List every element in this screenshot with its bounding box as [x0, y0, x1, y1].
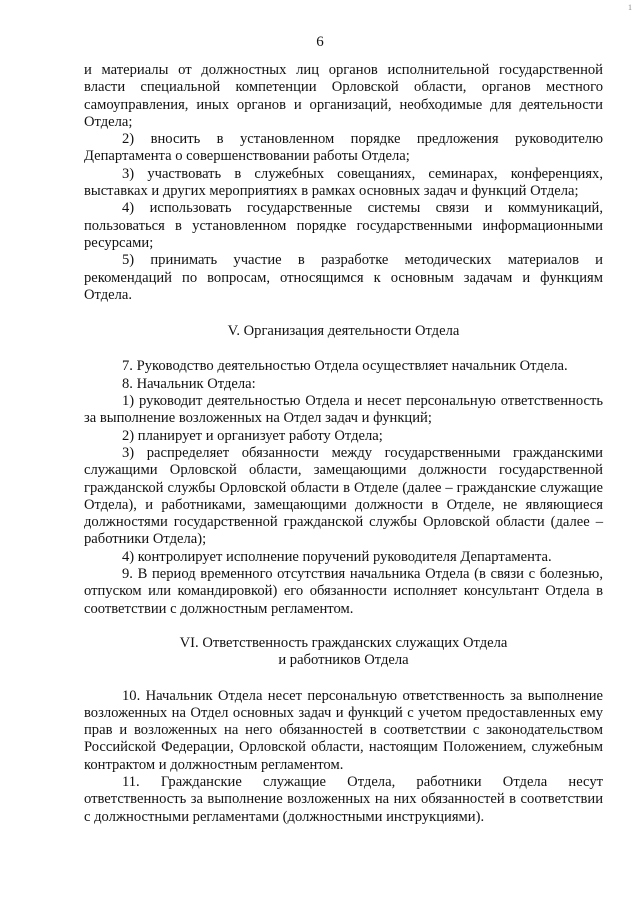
list-item: 2) планирует и организует работу Отдела; [122, 427, 383, 444]
section-heading-vi-line1: VI. Ответственность гражданских служащих Отдела [179, 634, 508, 651]
page-number: 6 [316, 34, 324, 50]
paragraph: 7. Руководство деятельностью Отдела осуществляет начальник Отдела. [122, 358, 568, 375]
paragraph: 8. Начальник Отдела: [122, 375, 256, 392]
paragraph-continued: и материалы от должностных лиц органов исполнительной государственной власти специальной компетенции Орловской области, органов местного самоуправления, иных органов и организаций, необходимые для деятельности Отдела; [84, 62, 603, 130]
list-item: 3) участвовать в служебных совещаниях, семинарах, конференциях, выставках и других мероприятиях в рамках основных задач и функций Отдела; [84, 165, 603, 200]
list-item: 1) руководит деятельностью Отдела и несет персональную ответственность за выполнение возложенных на Отдел задач и функций; [84, 393, 603, 427]
paragraph: 9. В период временного отсутствия начальника Отдела (в связи с болезнью, отпуском или командировкой) его обязанности исполняет консультант Отдела в соответствии с должностным регламентом. [84, 566, 603, 617]
list-item: 3) распределяет обязанности между государственными гражданскими служащими Орловской области, замещающими должности государственной гражданской службы Орловской области в Отделе (далее – гражданские служащие Отдела), и работниками, замещающими должности в Отделе, не являющиеся должностями государственной гражданской службы Орловской области (далее – работники Отдела); [84, 444, 603, 548]
list-item: 5) принимать участие в разработке методических материалов и рекомендаций по вопросам, относящимся к основным задачам и функциям Отдела. [84, 252, 603, 303]
document-body [84, 62, 603, 826]
corner-mark: 1 [628, 3, 632, 12]
list-item: 2) вносить в установленном порядке предложения руководителю Департамента о совершенствовании работы Отдела; [84, 131, 603, 165]
section-heading-vi-line2: и работников Отдела [278, 652, 409, 669]
list-item: 4) контролирует исполнение поручений руководителя Департамента. [122, 548, 552, 565]
list-item: 4) использовать государственные системы связи и коммуникаций, пользоваться в установленном порядке государственными информационными ресурсами; [84, 200, 603, 251]
paragraph: 10. Начальник Отдела несет персональную ответственность за выполнение возложенных на Отдел основных задач и функций с учетом предоставленных ему прав и возложенных на него обязанностей в соответствии с законодательством Российской Федерации, Орловской области, настоящим Положением, служебным контрактом и должностным регламентом. [84, 687, 603, 773]
paragraph: 11. Гражданские служащие Отдела, работники Отдела несут ответственность за выполнение возложенных на них обязанностей в соответствии с должностными регламентами (должностными инструкциями). [84, 773, 603, 825]
section-heading-v: V. Организация деятельности Отдела [227, 323, 460, 340]
